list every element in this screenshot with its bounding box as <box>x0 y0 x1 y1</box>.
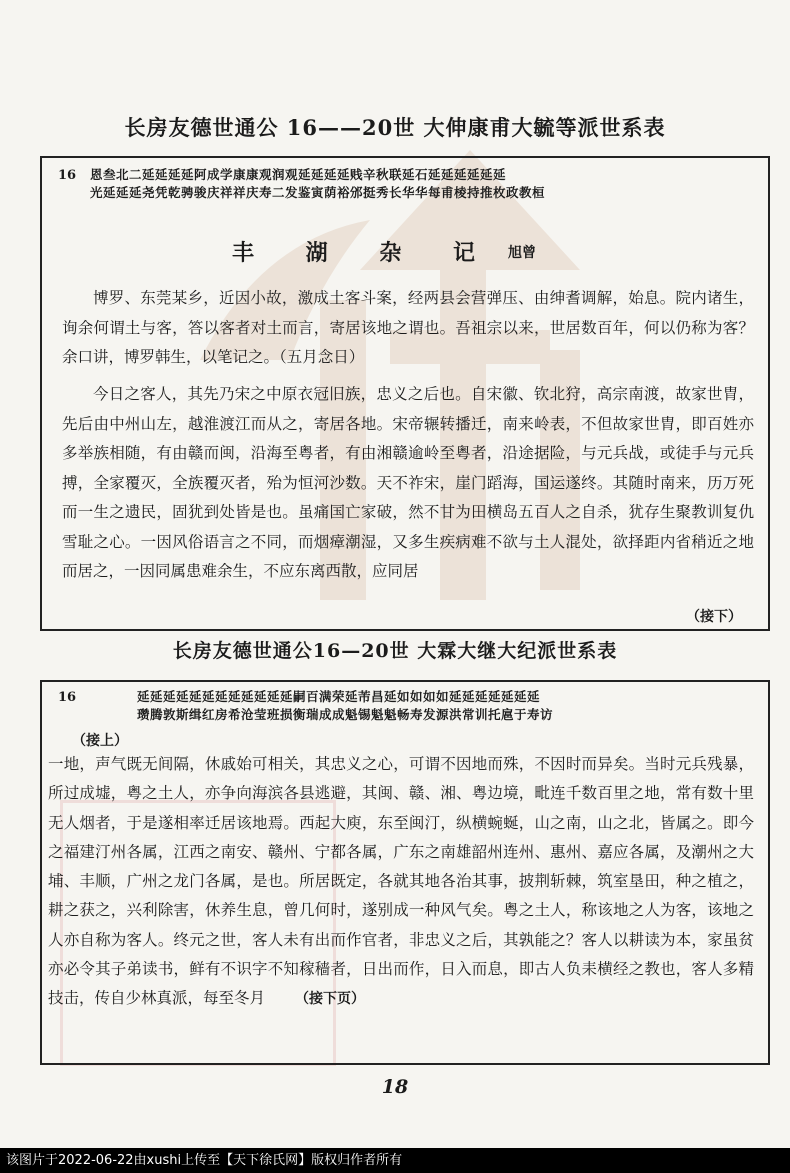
page-number: 18 <box>381 1076 409 1098</box>
paragraph-3-text: 一地，声气既无间隔，休戚始可相关，其忠义之心，可谓不因地而殊，不因时而异矣。当时元兵残暴，所过成墟，粤之土人，亦争向海滨各县逃避，其闽、赣、湘、粤边境，毗连千数百里之地，常有数十里无人烟者，于是遂相率迁居该地焉。西起大庾，东至闽汀，纵横蜿蜒，山之南，山之北，皆属之。即今之福建汀州各属，江西之南安、赣州、宁都各属，广东之南雄韶州连州、惠州、嘉应各属，及潮州之大埔、丰顺，广州之龙门各属，是也。所居既定，各就其地各治其事，披荆斩棘，筑室垦田，种之植之，耕之获之，兴利除害，休养生息，曾几何时，遂别成一种风气矣。粤之土人，称该地之人为客，该地之人亦自称为客人。终元之世，客人未有出而作官者，非忠义之后，其孰能之？客人以耕读为本，家虽贫亦必令其子弟读书，鲜有不识字不知稼穑者，日出而作，日入而息，即古人负耒横经之教也，客人多精技击，传自少林真派，每至冬月 <box>48 755 754 1008</box>
lineage-table-1 <box>40 156 770 631</box>
continued-from-label: （接上） <box>72 733 128 749</box>
generation-label: 16 <box>58 168 77 183</box>
generation-label: 16 <box>58 690 77 705</box>
section-2-title: 长房友德世通公16—20世 大霖大继大纪派世系表 <box>172 640 618 662</box>
article-title: 丰 湖 杂 记 <box>232 240 497 266</box>
article-paragraph-1: 博罗、东莞某乡，近因小故，激成土客斗案，经两县会营弹压、由绅耆调解，始息。院内诸生，询余何谓土与客，答以客者对土而言，寄居该地之谓也。吾祖宗以来，世居数百年，何以仍称为客？余口讲，博罗韩生，以笔记之。（五月念日） <box>62 289 754 366</box>
names-row-2: 光延延延尧凭乾骋骏庆祥祥庆寿二发鉴寅荫裕邠挺秀长华华每甫棱持推枚政教桓 <box>90 185 546 200</box>
header-title: 长房友德世通公 16——20世 大伸康甫大毓等派世系表 <box>124 115 666 140</box>
lineage-table-2 <box>40 680 770 1065</box>
names-row-2: 瓒腾敦斯缉红房希沧莹班损衡瑞成成魁锡魁魁畅寿发源洪常训托扈于寿访 <box>137 707 554 722</box>
article-author: 旭曾 <box>508 245 536 261</box>
continued-next-label: （接下） <box>686 609 742 625</box>
article-paragraph-3 <box>48 750 754 1015</box>
names-row-1: 延延延延延延延延延延延延嗣百满荣延芾昌延如如如如延延延延延延延 <box>137 689 541 704</box>
names-row-1: 恩叁北二延延延延阿成学康康观润观延延延延贱辛秋联延石延延延延延延 <box>90 167 507 182</box>
continued-next-page-label: （接下页） <box>295 991 366 1008</box>
article-paragraph-2: 今日之客人，其先乃宋之中原衣冠旧族，忠义之后也。自宋徽、钦北狩，高宗南渡，故家世胄，先后由中州山左，越淮渡江而从之，寄居各地。宋帝辗转播迁，南来岭表，不但故家世胄，即百姓亦多举族相随，有由赣而闽，沿海至粤者，有由湘赣逾岭至粤者，沿途据险，与元兵战，或徒手与元兵搏，全家覆灭，全族覆灭者，殆为恒河沙数。天不祚宋，崖门蹈海，国运遂终。其随时南来，历万死而一生之遗民，固犹到处皆是也。虽痛国亡家破，然不甘为田横岛五百人之自杀，犹存生聚教训复仇雪耻之心。一因风俗语言之不同，而烟瘴潮湿，又多生疾病难不欲与土人混处，欲择距内省稍近之地而居之，一因同属患难余生，不应东离西散，应同居 <box>62 385 754 580</box>
upload-footer: 该图片于2022-06-22由xushi上传至【天下徐氏网】版权归作者所有 <box>0 1148 790 1173</box>
